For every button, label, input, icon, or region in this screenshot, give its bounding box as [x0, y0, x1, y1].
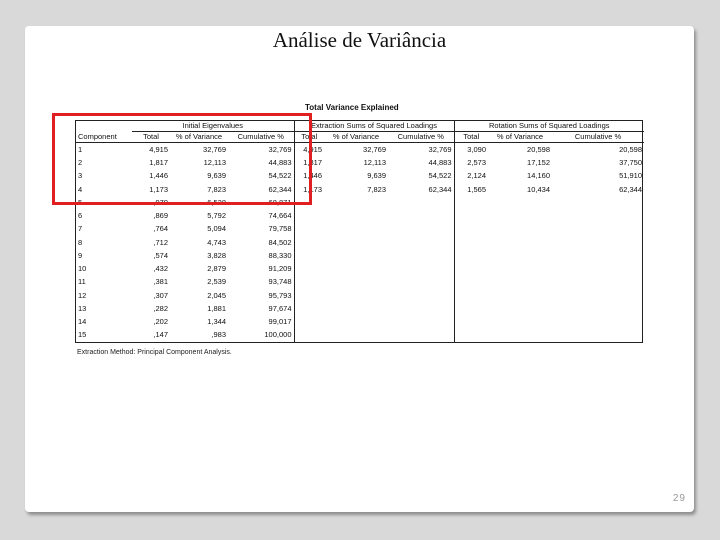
value-cell — [388, 249, 454, 262]
value-cell — [388, 329, 454, 342]
value-cell — [454, 289, 488, 302]
value-cell — [454, 329, 488, 342]
value-cell: 79,758 — [268, 224, 292, 234]
value-cell — [488, 249, 552, 262]
value-cell: 1,446 — [149, 171, 168, 181]
component-cell: 4 — [78, 184, 83, 194]
column-header: Cumulative % — [388, 132, 454, 143]
value-cell — [454, 315, 488, 328]
value-cell: ,979 — [153, 197, 168, 207]
value-cell — [552, 276, 644, 289]
value-cell: 6,528 — [207, 197, 226, 207]
value-cell — [552, 209, 644, 222]
table-row — [76, 223, 644, 236]
value-cell — [294, 315, 324, 328]
component-cell: 6 — [78, 211, 83, 221]
value-cell: 7,823 — [207, 184, 226, 194]
value-cell — [324, 223, 388, 236]
value-cell: 32,769 — [203, 144, 226, 154]
value-cell — [488, 289, 552, 302]
value-cell — [454, 209, 488, 222]
value-cell — [324, 249, 388, 262]
value-cell — [294, 209, 324, 222]
value-cell — [388, 276, 454, 289]
table-row — [76, 276, 644, 289]
column-header: Total — [294, 132, 324, 143]
value-cell — [324, 315, 388, 328]
value-cell — [294, 302, 324, 315]
value-cell: 12,113 — [363, 158, 386, 168]
value-cell: 1,565 — [454, 183, 488, 196]
column-header: % of Variance — [488, 132, 552, 143]
table-row — [76, 209, 644, 222]
value-cell: ,574 — [153, 250, 168, 260]
value-cell: 32,769 — [268, 144, 292, 154]
group-header-extraction: Extraction Sums of Squared Loadings — [294, 121, 454, 132]
value-cell: ,764 — [153, 224, 168, 234]
value-cell: 3,828 — [207, 250, 226, 260]
value-cell — [388, 262, 454, 275]
value-cell: 100,000 — [264, 330, 292, 340]
value-cell — [324, 276, 388, 289]
value-cell: 1,817 — [149, 158, 168, 168]
value-cell: 12,113 — [203, 158, 226, 168]
component-cell: 2 — [78, 158, 83, 168]
value-cell — [552, 289, 644, 302]
value-cell: 95,793 — [268, 290, 292, 300]
value-cell — [488, 302, 552, 315]
value-cell: 1,173 — [294, 183, 324, 196]
table-caption: Total Variance Explained — [305, 103, 399, 112]
value-cell: 3,090 — [454, 143, 488, 157]
value-cell: 1,173 — [149, 184, 168, 194]
table-row — [76, 302, 644, 315]
value-cell: 2,539 — [207, 277, 226, 287]
table-row — [76, 329, 644, 342]
component-cell: 11 — [78, 277, 86, 287]
value-cell: ,983 — [211, 330, 226, 340]
group-header-initial: Initial Eigenvalues — [132, 121, 294, 132]
value-cell — [488, 262, 552, 275]
component-cell: 7 — [78, 224, 83, 234]
value-cell: 93,748 — [268, 277, 292, 287]
value-cell — [488, 315, 552, 328]
column-header: Total — [454, 132, 488, 143]
value-cell — [552, 236, 644, 249]
value-cell — [454, 236, 488, 249]
value-cell: 4,915 — [294, 143, 324, 157]
value-cell — [454, 223, 488, 236]
value-cell: ,147 — [153, 330, 168, 340]
value-cell — [454, 249, 488, 262]
value-cell: 97,674 — [268, 303, 292, 313]
value-cell: 14,160 — [527, 171, 550, 181]
value-cell — [454, 262, 488, 275]
value-cell: 62,344 — [268, 184, 292, 194]
value-cell — [388, 223, 454, 236]
value-cell — [388, 236, 454, 249]
value-cell — [294, 329, 324, 342]
value-cell — [388, 315, 454, 328]
table-row — [76, 236, 644, 249]
table-footnote: Extraction Method: Principal Component Analysis. — [77, 349, 232, 356]
value-cell — [324, 329, 388, 342]
value-cell: ,381 — [153, 277, 168, 287]
value-cell — [388, 302, 454, 315]
value-cell: 5,094 — [207, 224, 226, 234]
slide-title: Análise de Variância — [272, 28, 447, 52]
value-cell: 2,573 — [454, 156, 488, 169]
value-cell: 5,792 — [207, 211, 226, 221]
component-cell: 12 — [78, 290, 87, 300]
value-cell: 32,769 — [428, 144, 452, 154]
value-cell — [552, 315, 644, 328]
value-cell — [294, 236, 324, 249]
column-header: Component — [76, 132, 132, 143]
table-row — [76, 249, 644, 262]
highlight-box — [52, 113, 312, 205]
value-cell — [324, 262, 388, 275]
value-cell: 1,881 — [207, 303, 226, 313]
value-cell: 62,344 — [619, 184, 643, 194]
value-cell — [294, 223, 324, 236]
value-cell — [294, 249, 324, 262]
value-cell — [388, 209, 454, 222]
value-cell: 9,639 — [367, 171, 386, 181]
value-cell: 51,910 — [619, 171, 643, 181]
table-row — [76, 262, 644, 275]
value-cell — [552, 262, 644, 275]
component-cell: 3 — [78, 171, 83, 181]
value-cell — [454, 302, 488, 315]
value-cell: 54,522 — [268, 171, 292, 181]
column-header: Total — [132, 132, 170, 143]
value-cell — [488, 236, 552, 249]
value-cell: ,712 — [153, 237, 168, 247]
column-header: Cumulative % — [552, 132, 644, 143]
value-cell: 2,879 — [207, 264, 226, 274]
value-cell: 7,823 — [367, 184, 386, 194]
value-cell: 99,017 — [268, 317, 292, 327]
value-cell: ,202 — [153, 317, 168, 327]
value-cell — [324, 196, 388, 209]
table-row — [76, 315, 644, 328]
value-cell: 68,871 — [268, 197, 292, 207]
value-cell — [294, 276, 324, 289]
value-cell: 10,434 — [527, 184, 550, 194]
value-cell — [552, 329, 644, 342]
value-cell: 37,750 — [619, 158, 643, 168]
value-cell: 91,209 — [268, 264, 292, 274]
value-cell: 20,598 — [619, 144, 643, 154]
value-cell: 32,769 — [363, 144, 386, 154]
value-cell — [294, 289, 324, 302]
column-header: Cumulative % — [228, 132, 294, 143]
value-cell — [488, 329, 552, 342]
group-header-rotation: Rotation Sums of Squared Loadings — [454, 121, 644, 132]
value-cell — [488, 223, 552, 236]
component-cell: 9 — [78, 250, 83, 260]
value-cell: 1,817 — [294, 156, 324, 169]
value-cell — [324, 302, 388, 315]
value-cell: 74,664 — [268, 211, 292, 221]
value-cell: 1,344 — [207, 317, 226, 327]
value-cell: 2,045 — [207, 290, 226, 300]
table-row — [76, 289, 644, 302]
column-header: % of Variance — [170, 132, 228, 143]
value-cell: 17,152 — [527, 158, 550, 168]
value-cell: 4,743 — [207, 237, 226, 247]
value-cell: 44,883 — [428, 158, 452, 168]
component-cell: 5 — [78, 197, 83, 207]
value-cell: 88,330 — [268, 250, 292, 260]
component-cell: 14 — [78, 317, 87, 327]
component-cell: 13 — [78, 303, 87, 313]
value-cell — [294, 262, 324, 275]
value-cell — [454, 196, 488, 209]
component-cell: 10 — [78, 264, 87, 274]
value-cell — [552, 196, 644, 209]
value-cell: ,307 — [153, 290, 168, 300]
value-cell: ,282 — [153, 303, 168, 313]
value-cell — [324, 209, 388, 222]
value-cell: ,869 — [153, 211, 168, 221]
value-cell: 62,344 — [428, 184, 452, 194]
value-cell — [552, 223, 644, 236]
value-cell — [488, 209, 552, 222]
value-cell: 9,639 — [207, 171, 226, 181]
component-cell: 1 — [78, 144, 83, 154]
value-cell — [552, 302, 644, 315]
value-cell: 4,915 — [149, 144, 168, 154]
value-cell: 20,598 — [527, 144, 550, 154]
component-cell: 8 — [78, 237, 83, 247]
column-header: % of Variance — [324, 132, 388, 143]
value-cell: ,432 — [153, 264, 168, 274]
component-cell: 15 — [78, 330, 87, 340]
value-cell — [388, 289, 454, 302]
value-cell — [324, 289, 388, 302]
value-cell — [488, 196, 552, 209]
value-cell: 44,883 — [268, 158, 292, 168]
value-cell — [388, 196, 454, 209]
value-cell: 54,522 — [428, 171, 452, 181]
value-cell: 84,502 — [268, 237, 292, 247]
value-cell — [552, 249, 644, 262]
value-cell — [324, 236, 388, 249]
page-number: 29 — [672, 493, 686, 504]
value-cell — [454, 276, 488, 289]
value-cell: 2,124 — [454, 170, 488, 183]
value-cell — [488, 276, 552, 289]
value-cell: 1,446 — [294, 170, 324, 183]
